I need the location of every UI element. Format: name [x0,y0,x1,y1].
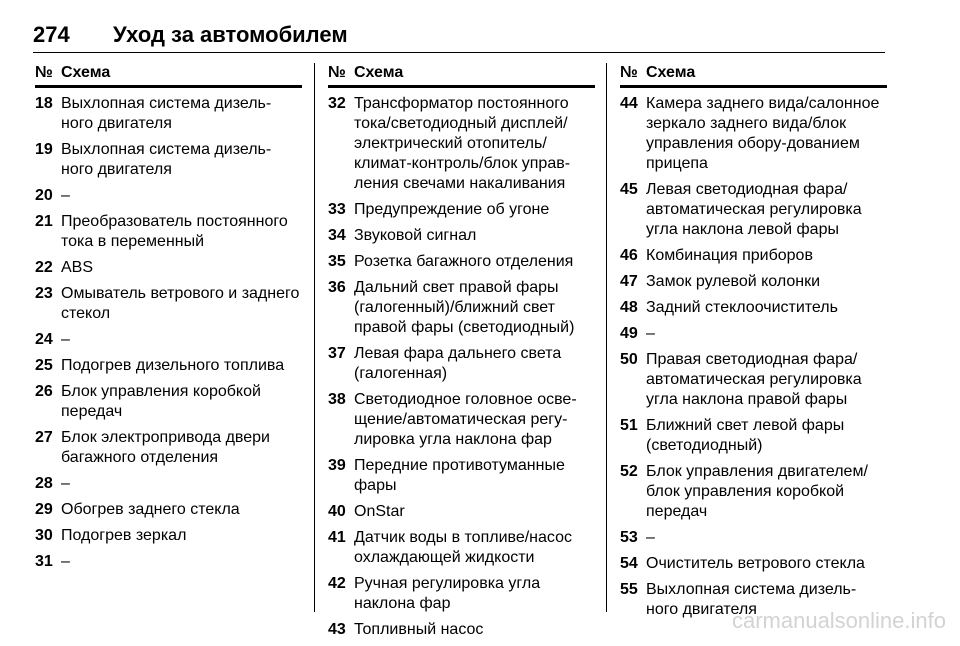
row-number: 54 [620,555,638,572]
row-number: 28 [35,475,53,492]
table-row [328,226,595,246]
table-row [620,554,887,574]
row-description: Розетка багажного отделения [354,253,574,270]
row-description: Светодиодное головное осве-щение/автоматическая регу-лировка угла наклона фар [354,391,577,448]
table-row [35,500,302,520]
header-number-label: № [620,64,638,81]
table-row [620,298,887,318]
table-row [328,620,595,640]
row-description: ABS [61,259,94,276]
row-description: Ближний свет левой фары (светодиодный) [646,417,845,454]
row-number: 38 [328,391,346,408]
table-row [328,528,595,568]
row-number: 19 [35,141,53,158]
row-number: 30 [35,527,53,544]
row-number: 32 [328,95,346,112]
row-number: 18 [35,95,53,112]
header-scheme-label: Схема [61,64,111,81]
table-row [35,140,302,180]
row-description: Выхлопная система дизель-ного двигателя [61,141,272,178]
row-description: Подогрев зеркал [61,527,187,544]
row-description: Ручная регулировка угла наклона фар [354,575,541,612]
row-number: 42 [328,575,346,592]
row-number: 37 [328,345,346,362]
row-description: Звуковой сигнал [354,227,477,244]
header-number-label: № [35,64,53,81]
row-description: Обогрев заднего стекла [61,501,240,518]
table-row [35,356,302,376]
row-description: Омыватель ветрового и заднего стекол [61,285,300,322]
table-rows [620,94,887,620]
table-row [328,200,595,220]
table-header [620,63,887,88]
row-description: Камера заднего вида/салонное зеркало заднего вида/блок управления обору-дованием прицепа [646,95,880,172]
row-description: – [61,187,70,204]
row-description: Топливный насос [354,621,484,638]
row-number: 25 [35,357,53,374]
table-row [35,428,302,468]
row-number: 41 [328,529,346,546]
page-number: 274 [33,22,70,47]
row-number: 33 [328,201,346,218]
row-description: Правая светодиодная фара/автоматическая регулировка угла наклона правой фары [646,351,862,408]
table-row [620,462,887,522]
row-number: 55 [620,581,638,598]
row-number: 31 [35,553,53,570]
column-divider [314,63,315,612]
table-column-1 [35,63,302,578]
row-description: Задний стеклоочиститель [646,299,838,316]
row-number: 40 [328,503,346,520]
row-description: Подогрев дизельного топлива [61,357,285,374]
row-description: Левая светодиодная фара/автоматическая регулировка угла наклона левой фары [646,181,862,238]
table-row [328,502,595,522]
row-description: Передние противотуманные фары [354,457,565,494]
row-description: Предупреждение об угоне [354,201,550,218]
table-row [328,456,595,496]
table-row [35,186,302,206]
row-number: 45 [620,181,638,198]
row-description: – [646,325,655,342]
column-divider [606,63,607,612]
row-number: 23 [35,285,53,302]
table-row [328,278,595,338]
row-number: 21 [35,213,53,230]
row-description: Преобразователь постоянного тока в переменный [61,213,288,250]
row-number: 43 [328,621,346,638]
row-number: 47 [620,273,638,290]
header-scheme-label: Схема [354,64,404,81]
table-row [35,382,302,422]
table-row [328,94,595,194]
row-description: Блок управления коробкой передач [61,383,261,420]
page-title: Уход за автомобилем [113,22,348,47]
table-row [35,212,302,252]
table-row [620,94,887,174]
watermark: carmanualsonline.info [731,608,946,633]
row-number: 44 [620,95,638,112]
row-description: Блок управления двигателем/блок управления коробкой передач [646,463,868,520]
row-description: Левая фара дальнего света (галогенная) [354,345,562,382]
row-number: 50 [620,351,638,368]
table-row [35,474,302,494]
row-number: 52 [620,463,638,480]
row-description: – [61,553,70,570]
table-row [35,526,302,546]
row-number: 27 [35,429,53,446]
row-number: 51 [620,417,638,434]
table-column-2 [328,63,595,646]
row-number: 49 [620,325,638,342]
table-row [35,94,302,134]
row-number: 48 [620,299,638,316]
header-number-label: № [328,64,346,81]
row-description: Очиститель ветрового стекла [646,555,865,572]
row-number: 53 [620,529,638,546]
table-row [620,416,887,456]
row-description: Выхлопная система дизель-ного двигателя [646,581,857,618]
table-rows [35,94,302,572]
header-scheme-label: Схема [646,64,696,81]
row-number: 36 [328,279,346,296]
table-column-3 [620,63,887,626]
row-description: – [61,331,70,348]
table-row [620,324,887,344]
row-number: 34 [328,227,346,244]
table-row [328,252,595,272]
table-row [620,528,887,548]
page-header [33,22,885,53]
row-description: OnStar [354,503,405,520]
table-row [620,350,887,410]
table-header [35,63,302,88]
row-description: – [61,475,70,492]
row-number: 29 [35,501,53,518]
table-row [620,180,887,240]
table-row [620,246,887,266]
row-description: Датчик воды в топливе/насос охлаждающей жидкости [354,529,572,566]
table-row [35,552,302,572]
row-description: Выхлопная система дизель-ного двигателя [61,95,272,132]
row-number: 26 [35,383,53,400]
table-rows [328,94,595,640]
row-description: Дальний свет правой фары (галогенный)/ближний свет правой фары (светодиодный) [354,279,575,336]
table-row [328,344,595,384]
table-row [35,258,302,278]
row-description: Замок рулевой колонки [646,273,821,290]
table-row [35,284,302,324]
row-description: Блок электропривода двери багажного отделения [61,429,270,466]
row-description: Трансформатор постоянного тока/светодиодный дисплей/электрический отопитель/климат-контроль/блок управ-ления свечами накаливания [354,95,571,192]
table-row [35,330,302,350]
row-number: 22 [35,259,53,276]
table-row [620,272,887,292]
row-description: Комбинация приборов [646,247,813,264]
row-number: 24 [35,331,53,348]
row-description: – [646,529,655,546]
row-number: 35 [328,253,346,270]
row-number: 46 [620,247,638,264]
table-row [328,390,595,450]
row-number: 20 [35,187,53,204]
row-number: 39 [328,457,346,474]
table-row [328,574,595,614]
table-header [328,63,595,88]
